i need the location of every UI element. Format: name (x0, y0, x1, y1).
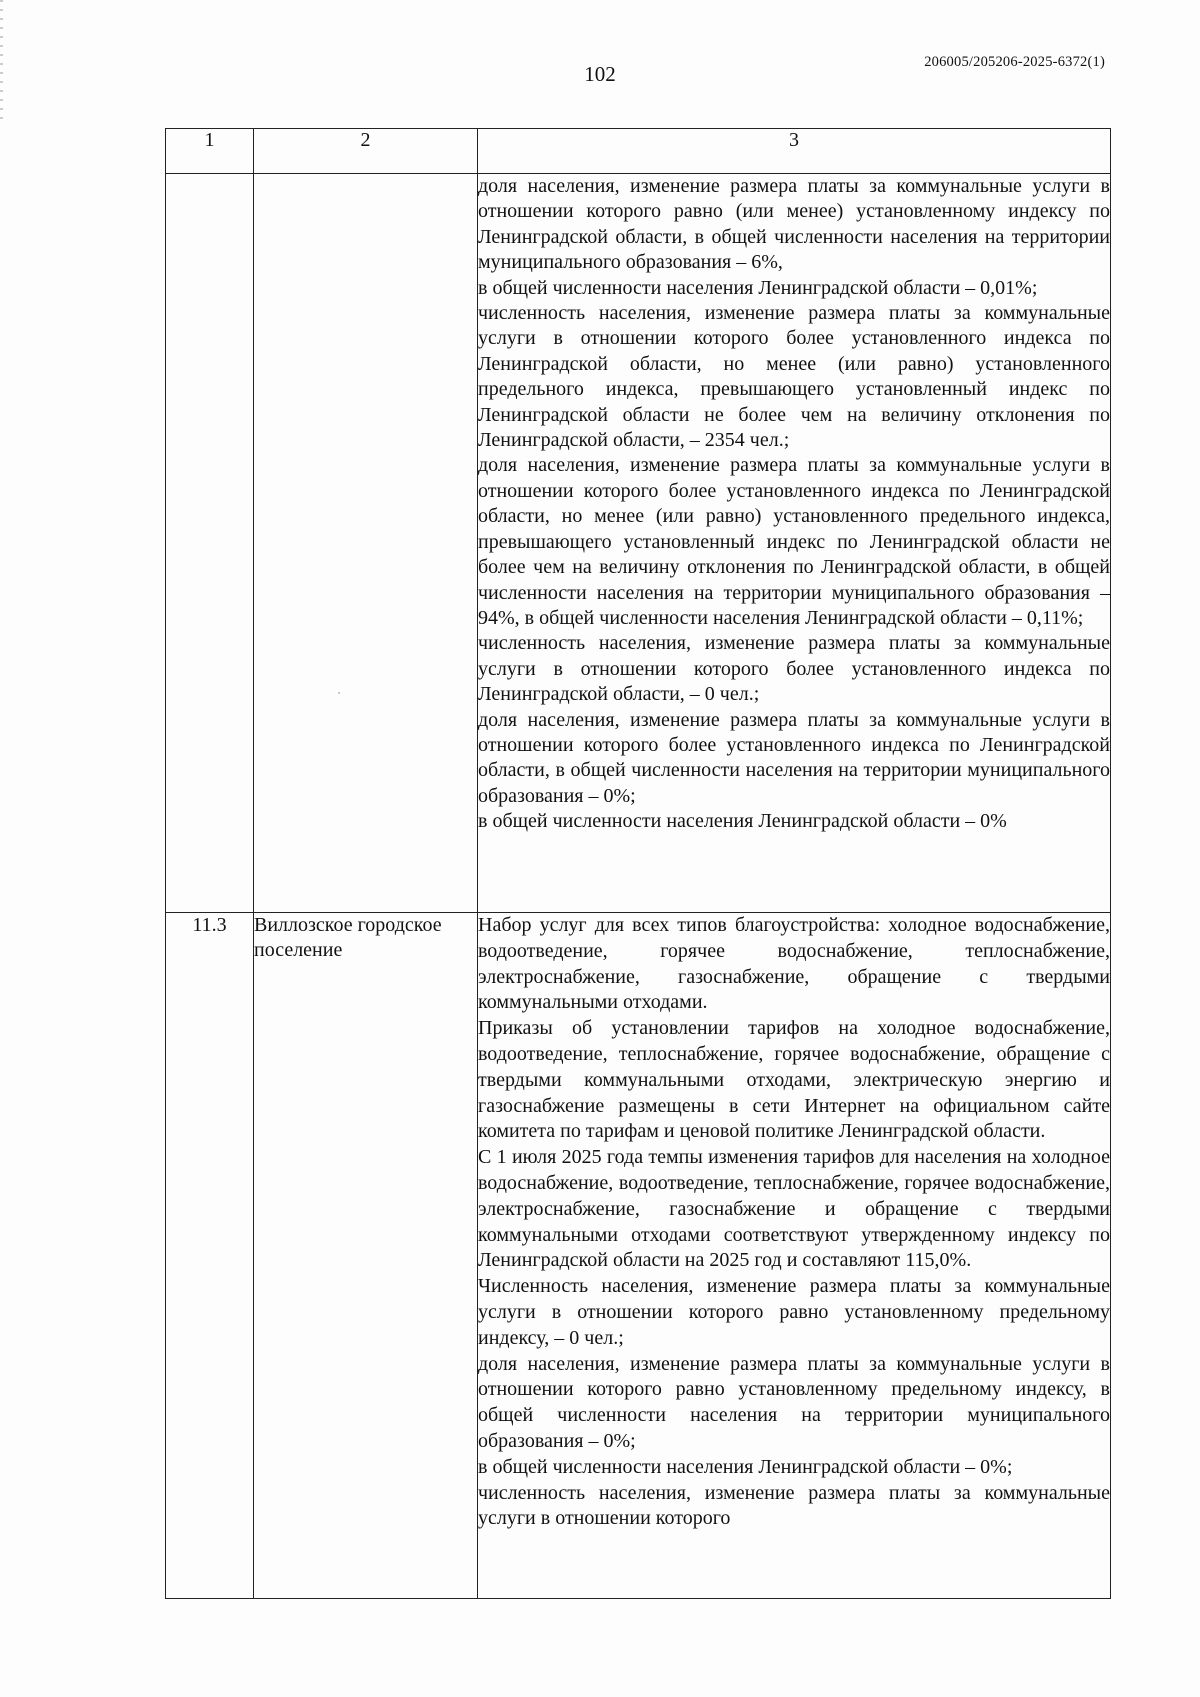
paragraph: численность населения, изменение размера платы за коммунальные услуги в отношении которого (478, 1481, 1110, 1530)
scan-speck (338, 692, 340, 694)
column-header-3: 3 (478, 129, 1111, 174)
column-header-1: 1 (166, 129, 254, 174)
paragraph: доля населения, изменение размера платы за коммунальные услуги в отношении которого равно установленному предельному индексу, в общей численности населения на территории муниципального образования – 0%; (478, 1352, 1110, 1452)
content-table (165, 128, 1111, 1599)
paragraph: в общей численности населения Ленинградской области – 0%; (478, 1455, 1013, 1478)
paragraph: доля населения, изменение размера платы за коммунальные услуги в отношении которого более установленного индекса по Ленинградской области, но менее (или равно) установленного предельного индекса, превышающего установленный индекс по Ленинградской области не более чем на величину отклонения по Ленинградской области, в общей численности населения на территории муниципального образования – 94%, в общей численности населения Ленинградской области – 0,11%; (478, 454, 1110, 629)
paragraph: в общей численности населения Ленинградской области – 0% (478, 810, 1007, 833)
document-code: 206005/205206-2025-6372(1) (924, 54, 1105, 70)
municipality-name: Виллозское городское поселение (254, 913, 478, 1599)
column-header-2: 2 (254, 129, 478, 174)
paragraph: численность населения, изменение размера платы за коммунальные услуги в отношении которого более установленного индекса по Ленинградской области, – 0 чел.; (478, 632, 1110, 706)
scan-edge-dots (0, 0, 3, 120)
municipality-name (254, 174, 478, 913)
paragraph: Численность населения, изменение размера платы за коммунальные услуги в отношении которого равно установленному предельному индексу, – 0 чел.; (478, 1275, 1110, 1349)
row-number: 11.3 (166, 913, 254, 1599)
paragraph: С 1 июля 2025 года темпы изменения тарифов для населения на холодное водоснабжение, водоотведение, теплоснабжение, горячее водоснабжение, электроснабжение, газоснабжение и обращение с твердыми коммунальными отходами соответствуют утвержденному индексу по Ленинградской области на 2025 год и составляют 115,0%. (478, 1146, 1110, 1272)
paragraph: Приказы об установлении тарифов на холодное водоснабжение, водоотведение, теплоснабжение, горячее водоснабжение, обращение с твердыми коммунальными отходами, электрическую энергию и газоснабжение размещены в сети Интернет на официальном сайте комитета по тарифам и ценовой политике Ленинградской области. (478, 1017, 1110, 1143)
table-row (166, 174, 1111, 913)
paragraph: численность населения, изменение размера платы за коммунальные услуги в отношении которого более установленного индекса по Ленинградской области, но менее (или равно) установленного предельного индекса, превышающего установленный индекс по Ленинградской области не более чем на величину отклонения по Ленинградской области, – 2354 чел.; (478, 302, 1110, 452)
paragraph: доля населения, изменение размера платы за коммунальные услуги в отношении которого равно (или менее) установленному индексу по Ленинградской области, в общей численности населения на территории муниципального образования – 6%, (478, 175, 1110, 274)
row-description (478, 913, 1111, 1599)
table-row (166, 913, 1111, 1599)
row-number (166, 174, 254, 913)
table-header-row (166, 129, 1111, 174)
paragraph: в общей численности населения Ленинградской области – 0,01%; (478, 276, 1038, 299)
row-description (478, 174, 1111, 913)
page-number: 102 (584, 62, 616, 86)
paragraph: доля населения, изменение размера платы за коммунальные услуги в отношении которого более установленного индекса по Ленинградской области, в общей численности населения на территории муниципального образования – 0%; (478, 708, 1110, 807)
paragraph: Набор услуг для всех типов благоустройства: холодное водоснабжение, водоотведение, горячее водоснабжение, теплоснабжение, электроснабжение, газоснабжение, обращение с твердыми коммунальными отходами. (478, 914, 1110, 1014)
